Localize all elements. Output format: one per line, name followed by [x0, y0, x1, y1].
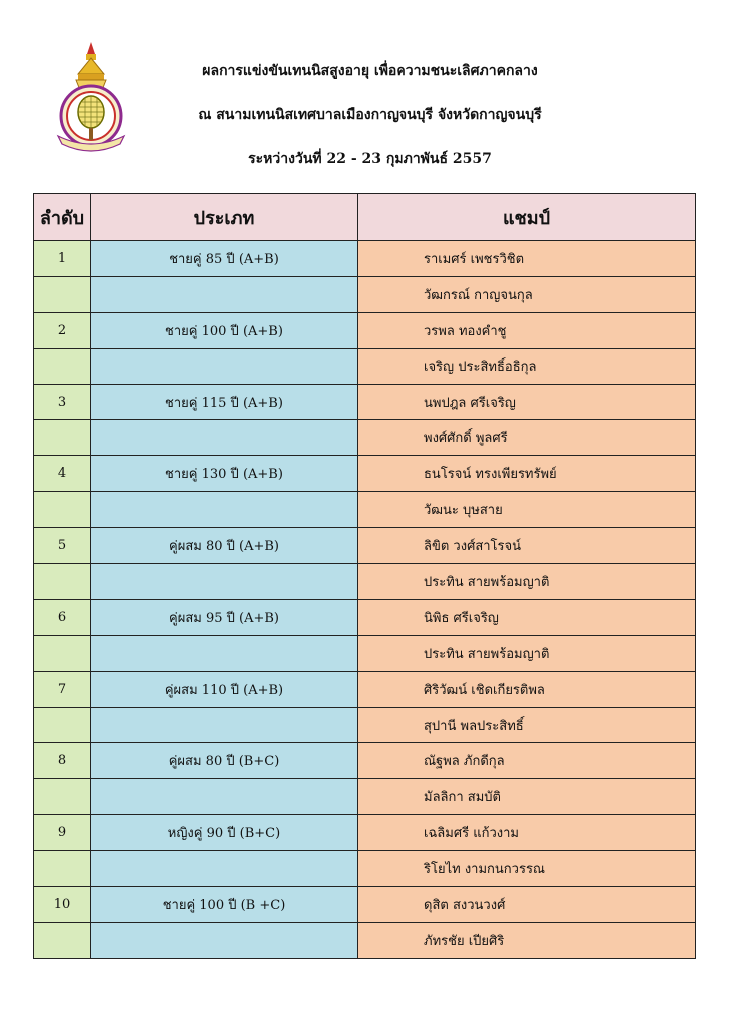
- champion-cell: นิพิธ ศรีเจริญ: [358, 599, 696, 635]
- champion-cell: เฉลิมศรี แก้วงาม: [358, 815, 696, 851]
- order-number: 3: [34, 384, 91, 420]
- category-cell-empty: [91, 851, 358, 887]
- champion-cell: ณัฐพล ภักดีกุล: [358, 743, 696, 779]
- champion-cell: วัฒกรณ์ กาญจนกุล: [358, 276, 696, 312]
- table-row: [34, 241, 696, 277]
- order-number: 5: [34, 528, 91, 564]
- champion-cell: ประทิน สายพร้อมญาติ: [358, 635, 696, 671]
- header-dates: ระหว่างวันที่ 22 - 23 กุมภาพันธ์ 2557: [248, 151, 492, 167]
- table-header-row: [34, 194, 696, 241]
- order-number-empty: [34, 348, 91, 384]
- category-cell: ชายคู่ 130 ปี (A+B): [91, 456, 358, 492]
- table-row: [34, 564, 696, 600]
- category-cell-empty: [91, 348, 358, 384]
- category-cell-empty: [91, 635, 358, 671]
- champion-cell: มัลลิกา สมบัติ: [358, 779, 696, 815]
- category-cell-empty: [91, 779, 358, 815]
- order-number-empty: [34, 922, 91, 958]
- results-table: [33, 193, 696, 959]
- category-cell-empty: [91, 564, 358, 600]
- category-cell-empty: [91, 276, 358, 312]
- champion-cell: ริโยไท งามกนกวรรณ: [358, 851, 696, 887]
- table-row: [34, 528, 696, 564]
- category-cell-empty: [91, 420, 358, 456]
- champion-cell: นพปฎล ศรีเจริญ: [358, 384, 696, 420]
- order-number-empty: [34, 779, 91, 815]
- table-row: [34, 456, 696, 492]
- order-number: 8: [34, 743, 91, 779]
- table-row: [34, 420, 696, 456]
- category-cell-empty: [91, 492, 358, 528]
- table-row: [34, 312, 696, 348]
- table-row: [34, 707, 696, 743]
- order-number: 9: [34, 815, 91, 851]
- category-cell: คู่ผสม 80 ปี (A+B): [91, 528, 358, 564]
- category-cell: คู่ผสม 110 ปี (A+B): [91, 671, 358, 707]
- champion-cell: ประทิน สายพร้อมญาติ: [358, 564, 696, 600]
- category-cell-empty: [91, 922, 358, 958]
- table-row: [34, 815, 696, 851]
- champion-cell: ดุสิต สงวนวงศ์: [358, 887, 696, 923]
- order-number: 6: [34, 599, 91, 635]
- category-cell: คู่ผสม 95 ปี (A+B): [91, 599, 358, 635]
- order-number-empty: [34, 851, 91, 887]
- order-number-empty: [34, 420, 91, 456]
- table-row: [34, 276, 696, 312]
- champion-column-header: แชมป์: [358, 194, 696, 241]
- category-cell: ชายคู่ 100 ปี (A+B): [91, 312, 358, 348]
- order-number: 4: [34, 456, 91, 492]
- association-logo: [48, 40, 134, 152]
- table-row: [34, 779, 696, 815]
- order-number-empty: [34, 635, 91, 671]
- category-cell: ชายคู่ 85 ปี (A+B): [91, 241, 358, 277]
- champion-cell: ลิขิต วงศ์สาโรจน์: [358, 528, 696, 564]
- table-row: [34, 671, 696, 707]
- order-number: 1: [34, 241, 91, 277]
- category-cell: ชายคู่ 100 ปี (B +C): [91, 887, 358, 923]
- champion-cell: ราเมศร์ เพชรวิชิต: [358, 241, 696, 277]
- category-cell: หญิงคู่ 90 ปี (B+C): [91, 815, 358, 851]
- order-column-header: ลำดับ: [34, 194, 91, 241]
- table-row: [34, 635, 696, 671]
- order-number: 10: [34, 887, 91, 923]
- header-venue: ณ สนามเทนนิสเทศบาลเมืองกาญจนบุรี จังหวัดกาญจนบุรี: [198, 107, 542, 123]
- table-row: [34, 384, 696, 420]
- order-number-empty: [34, 707, 91, 743]
- table-row: [34, 922, 696, 958]
- order-number-empty: [34, 564, 91, 600]
- champion-cell: วรพล ทองคำชู: [358, 312, 696, 348]
- champion-cell: ศิริวัฒน์ เชิดเกียรติพล: [358, 671, 696, 707]
- champion-cell: สุปานี พลประสิทธิ์: [358, 707, 696, 743]
- category-cell: คู่ผสม 80 ปี (B+C): [91, 743, 358, 779]
- category-cell-empty: [91, 707, 358, 743]
- champion-cell: เจริญ ประสิทธิ์อธิกุล: [358, 348, 696, 384]
- category-column-header: ประเภท: [91, 194, 358, 241]
- table-row: [34, 492, 696, 528]
- table-row: [34, 887, 696, 923]
- tennis-association-crest-icon: [48, 40, 134, 152]
- order-number-empty: [34, 276, 91, 312]
- order-number: 7: [34, 671, 91, 707]
- table-row: [34, 743, 696, 779]
- champion-cell: ภัทรชัย เปียศิริ: [358, 922, 696, 958]
- champion-cell: พงศ์ศักดิ์ พูลศรี: [358, 420, 696, 456]
- table-row: [34, 599, 696, 635]
- order-number: 2: [34, 312, 91, 348]
- champion-cell: ธนโรจน์ ทรงเพียรทรัพย์: [358, 456, 696, 492]
- header-title: ผลการแข่งขันเทนนิสสูงอายุ เพื่อความชนะเลิศภาคกลาง: [202, 63, 538, 79]
- champion-cell: วัฒนะ บุษสาย: [358, 492, 696, 528]
- order-number-empty: [34, 492, 91, 528]
- table-row: [34, 348, 696, 384]
- table-row: [34, 851, 696, 887]
- category-cell: ชายคู่ 115 ปี (A+B): [91, 384, 358, 420]
